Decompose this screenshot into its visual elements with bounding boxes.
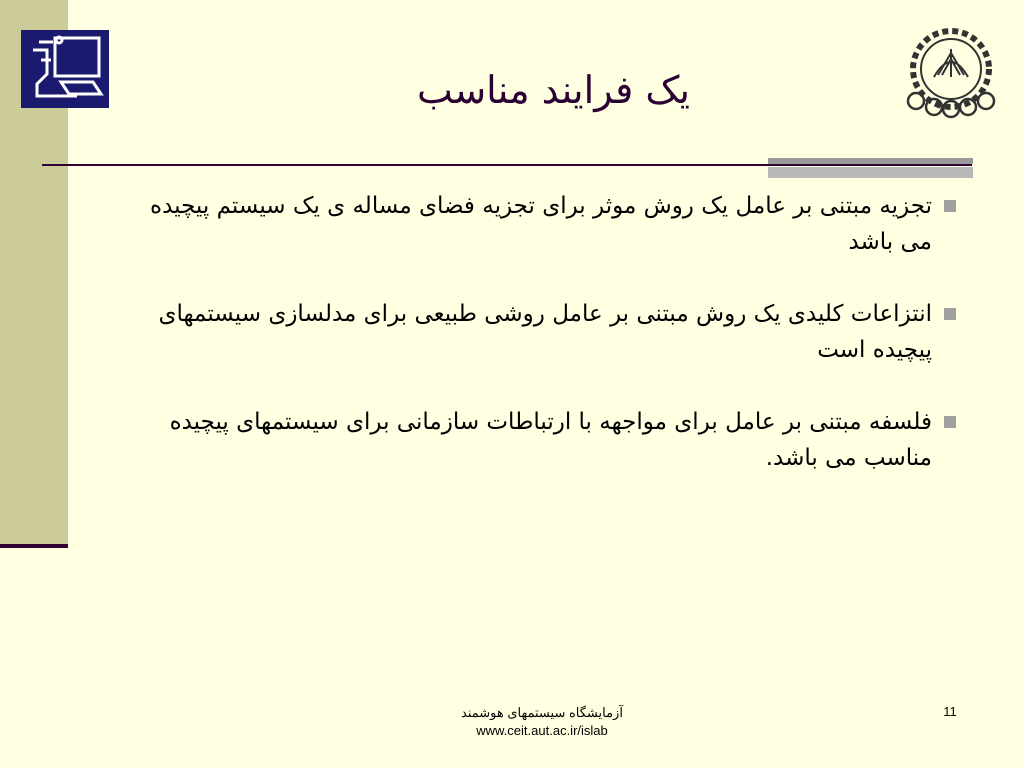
lab-logo-icon <box>21 30 109 108</box>
sidebar-accent-line <box>0 544 68 548</box>
square-bullet-icon <box>944 308 956 320</box>
bullet-text: فلسفه مبتنی بر عامل برای مواجهه با ارتباطات سازمانی برای سیستمهای پیچیده مناسب می باشد. <box>169 409 932 471</box>
university-seal-icon <box>904 25 998 119</box>
footer <box>392 704 692 740</box>
footer-lab-name: آزمایشگاه سیستمهای هوشمند <box>461 705 623 720</box>
bullet-text: انتزاعات کلیدی یک روش مبتنی بر عامل روشی طبیعی برای مدلسازی سیستمهای پیچیده است <box>158 301 932 363</box>
list-item <box>120 404 932 476</box>
square-bullet-icon <box>944 416 956 428</box>
slide-title: یک فرایند مناسب <box>417 68 690 112</box>
page-number: 11 <box>943 704 957 719</box>
title-divider-accent <box>768 158 973 178</box>
bullet-list <box>120 188 932 512</box>
bullet-text: تجزیه مبتنی بر عامل یک روش موثر برای تجزیه فضای مساله ی یک سیستم پیچیده می باشد <box>150 193 932 255</box>
square-bullet-icon <box>944 200 956 212</box>
list-item <box>120 296 932 368</box>
list-item <box>120 188 932 260</box>
footer-url: www.ceit.aut.ac.ir/islab <box>476 723 608 738</box>
